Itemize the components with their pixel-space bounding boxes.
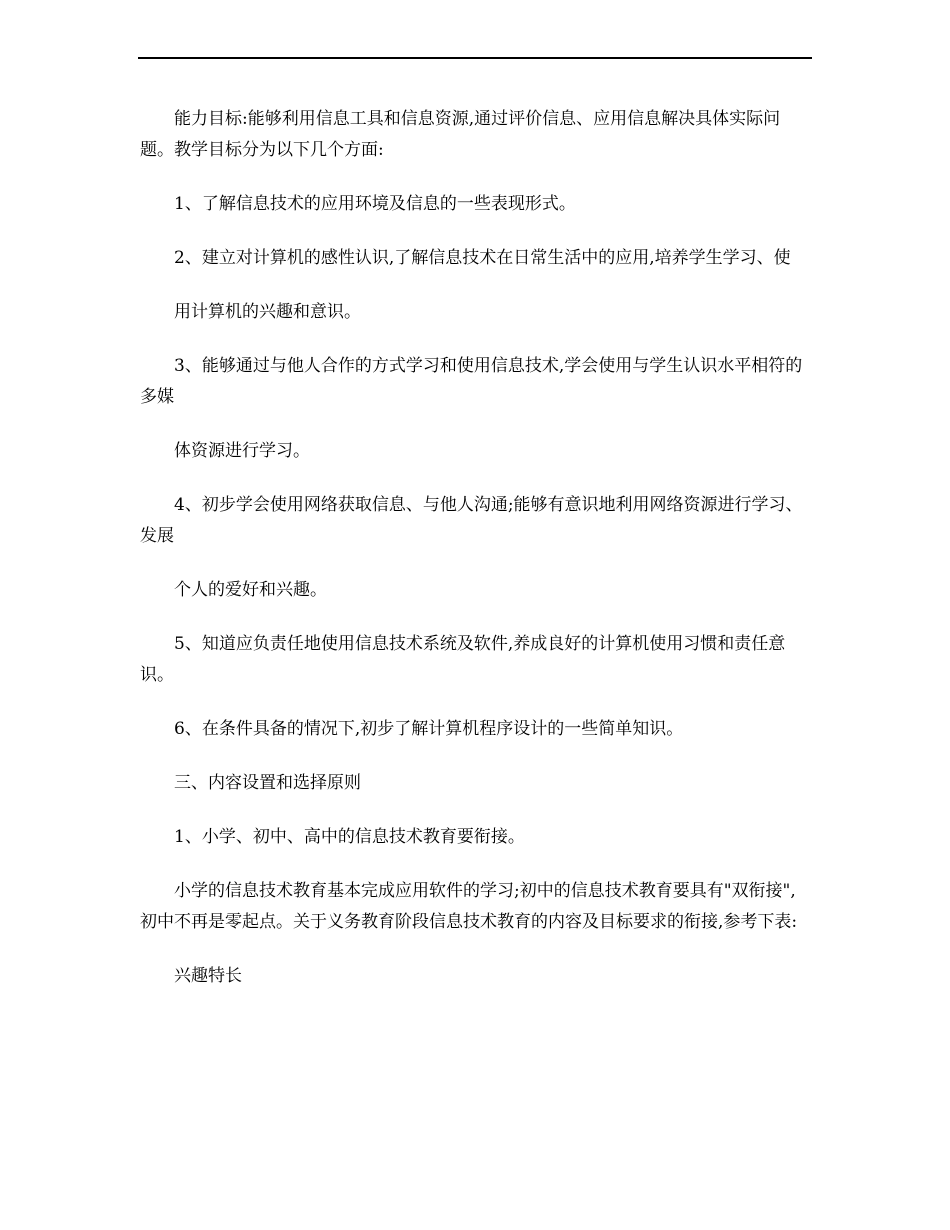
paragraph-goal-3-cont: 体资源进行学习。 <box>174 441 310 461</box>
paragraph-principle-1: 1、小学、初中、高中的信息技术教育要衔接。 <box>174 827 525 847</box>
section-heading-content: 三、内容设置和选择原则 <box>174 773 361 793</box>
document-body <box>140 104 812 992</box>
header-rule <box>138 57 812 59</box>
paragraph-goal-6: 6、在条件具备的情况下,初步了解计算机程序设计的一些简单知识。 <box>174 719 684 739</box>
paragraph-goal-5: 5、知道应负责任地使用信息技术系统及软件,养成良好的计算机使用习惯和责任意识。 <box>140 634 786 685</box>
paragraph-principle-1-detail: 小学的信息技术教育基本完成应用软件的学习;初中的信息技术教育要具有"双衔接",初中不再是零起点。关于义务教育阶段信息技术教育的内容及目标要求的衔接,参考下表: <box>140 881 798 932</box>
paragraph-goal-2: 2、建立对计算机的感性认识,了解信息技术在日常生活中的应用,培养学生学习、使 <box>174 248 791 268</box>
paragraph-goal-4-cont: 个人的爱好和兴趣。 <box>174 580 327 600</box>
paragraph-goal-3: 3、能够通过与他人合作的方式学习和使用信息技术,学会使用与学生认识水平相符的多媒 <box>140 356 803 407</box>
paragraph-goal-1: 1、了解信息技术的应用环境及信息的一些表现形式。 <box>174 194 576 214</box>
paragraph-ability-goal: 能力目标:能够利用信息工具和信息资源,通过评价信息、应用信息解决具体实际问题。教学目标分为以下几个方面: <box>140 109 781 160</box>
paragraph-goal-2-cont: 用计算机的兴趣和意识。 <box>174 302 361 322</box>
paragraph-goal-4: 4、初步学会使用网络获取信息、与他人沟通;能够有意识地利用网络资源进行学习、发展 <box>140 495 803 546</box>
paragraph-interest: 兴趣特长 <box>174 966 242 986</box>
